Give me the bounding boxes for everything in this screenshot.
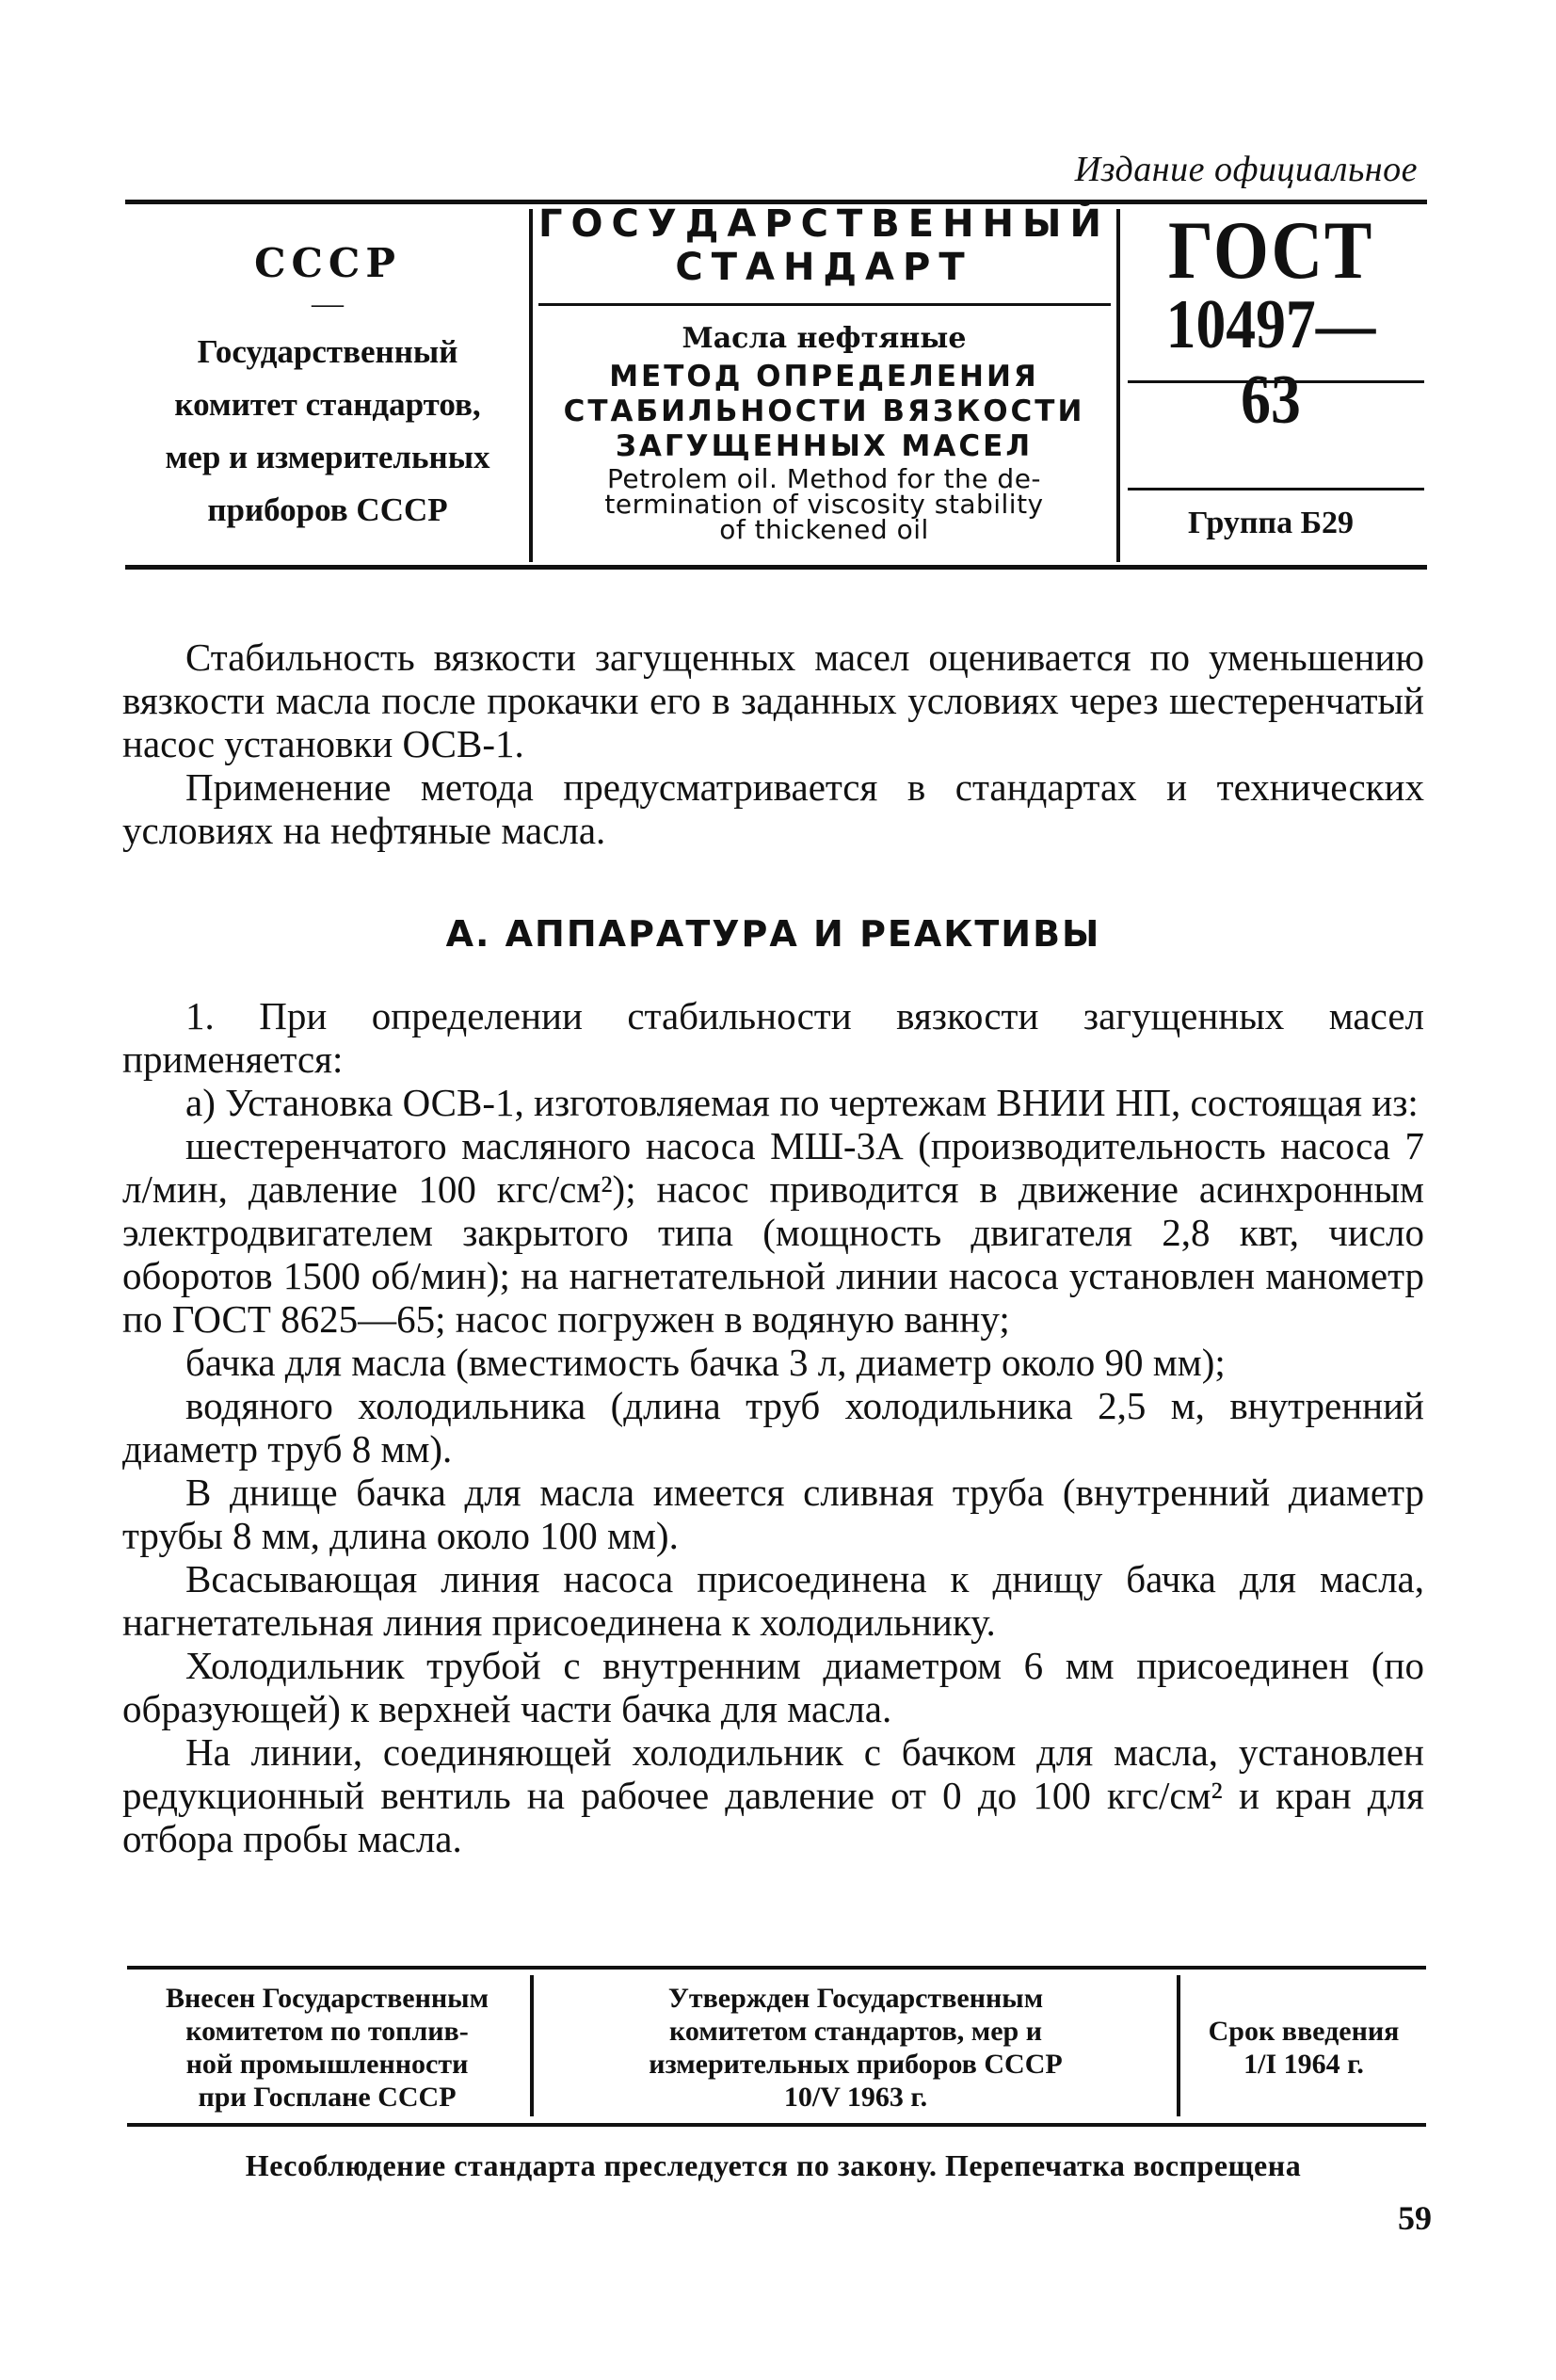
header-issuer [130,240,525,537]
english-title-line: Petrolem oil. Method for the de- [606,463,1042,494]
footer-top-rule [127,1966,1426,1970]
gost-number: 10497—63 [1165,286,1376,439]
introduced-by [127,1982,527,2114]
committee-line: мер и измерительных [165,439,490,475]
paragraph: Стабильность вязкости загущенных масел оценивается по уменьшению вязкости масла после прокачки его в заданных условиях через шестеренчатый насос установки ОСВ-1. [122,635,1424,765]
introduced-line: при Госплане СССР [198,2082,457,2113]
header-bottom-rule [125,565,1427,570]
paragraph: а) Установка ОСВ-1, изготовляемая по чертежам ВНИИ НП, состоящая из: [185,1081,1419,1124]
introduced-line: Внесен Государственным [165,1983,489,2014]
standard-title-line: СТАНДАРТ [675,246,973,289]
standard-subject: Масла нефтяные [682,322,967,355]
group-code: Группа Б29 [1187,506,1355,540]
header-divider-left [529,209,533,562]
paragraph: шестеренчатого масляного насоса МШ-3А (производительность насоса 7 л/мин, давление 100 кгс/см²); насос приводится в движение асинхронным электродвигателем закрытого типа (мощность двигателя 2,8 квт, число оборотов 1500 об/мин); на нагнетательной линии насоса установлен манометр по ГОСТ 8625—65; насос погружен в водяную ванну; [122,1124,1424,1341]
header-right-rule-2 [1128,488,1424,490]
english-title-line: of thickened oil [719,514,929,545]
paragraph: Применение метода предусматривается в стандартах и технических условиях на нефтяные масла. [122,765,1424,852]
english-title-line: termination of viscosity stability [604,489,1044,520]
introduced-line: комитетом по топлив- [185,2016,469,2047]
committee-line: комитет стандартов, [174,386,481,423]
effective-line: 1/I 1964 г. [1243,2049,1364,2080]
method-title-line: ЗАГУЩЕННЫХ МАСЕЛ [615,429,1034,463]
effective-date [1182,2015,1425,2081]
section-text [122,994,1424,1860]
approved-line: комитетом стандартов, мер и [669,2016,1042,2047]
header-middle-rule [538,303,1111,306]
footer-divider-right [1177,1975,1180,2116]
approved-by [537,1982,1175,2114]
paragraph: Холодильник трубой с внутренним диаметром 6 мм присоединен (по образующей) к верхней части бачка для масла. [122,1644,1424,1730]
country-label: СССР [254,240,401,286]
standard-title [535,202,1114,289]
english-title [535,463,1114,545]
method-title-line: МЕТОД ОПРЕДЕЛЕНИЯ [609,360,1039,394]
approved-line: 10/V 1963 г. [783,2082,928,2113]
paragraph: 1. При определении стабильности вязкости загущенных масел применяется: [122,994,1424,1081]
footer-bottom-rule [127,2123,1426,2127]
section-title: А. АППАРАТУРА И РЕАКТИВЫ [445,913,1101,955]
committee-line: приборов СССР [207,491,448,528]
paragraph: В днище бачка для масла имеется сливная труба (внутренний диаметр трубы 8 мм, длина около 100 мм). [122,1471,1424,1557]
copyright-notice: Несоблюдение стандарта преследуется по закону. Перепечатка воспрещена [245,2148,1302,2182]
introduced-line: ной промышленности [185,2049,469,2080]
dash-separator: — [312,286,344,321]
paragraph: На линии, соединяющей холодильник с бачком для масла, установлен редукционный вентиль на рабочее давление от 0 до 100 кгс/см² и кран для отбора пробы масла. [122,1730,1424,1860]
paragraph: водяного холодильника (длина труб холодильника 2,5 м, внутренний диаметр труб 8 мм). [122,1384,1424,1471]
method-title-line: СТАБИЛЬНОСТИ ВЯЗКОСТИ [563,394,1085,428]
effective-line: Срок введения [1208,2016,1400,2047]
intro-text [122,635,1424,852]
footer-divider-left [530,1975,534,2116]
approved-line: Утвержден Государственным [667,1983,1044,2014]
committee-line: Государственный [197,333,458,370]
page-number: 59 [1398,2199,1432,2237]
standard-title-line: ГОСУДАРСТВЕННЫЙ [538,202,1110,246]
paragraph: Всасывающая линия насоса присоединена к днищу бачка для масла, нагнетательная линия присоединена к холодильнику. [122,1557,1424,1644]
edition-note: Издание официальное [1074,150,1418,189]
paragraph: бачка для масла (вместимость бачка 3 л, диаметр около 90 мм); [185,1341,1226,1384]
gost-label: ГОСТ [1167,205,1374,297]
approved-line: измерительных приборов СССР [649,2049,1063,2080]
method-title [535,360,1114,464]
